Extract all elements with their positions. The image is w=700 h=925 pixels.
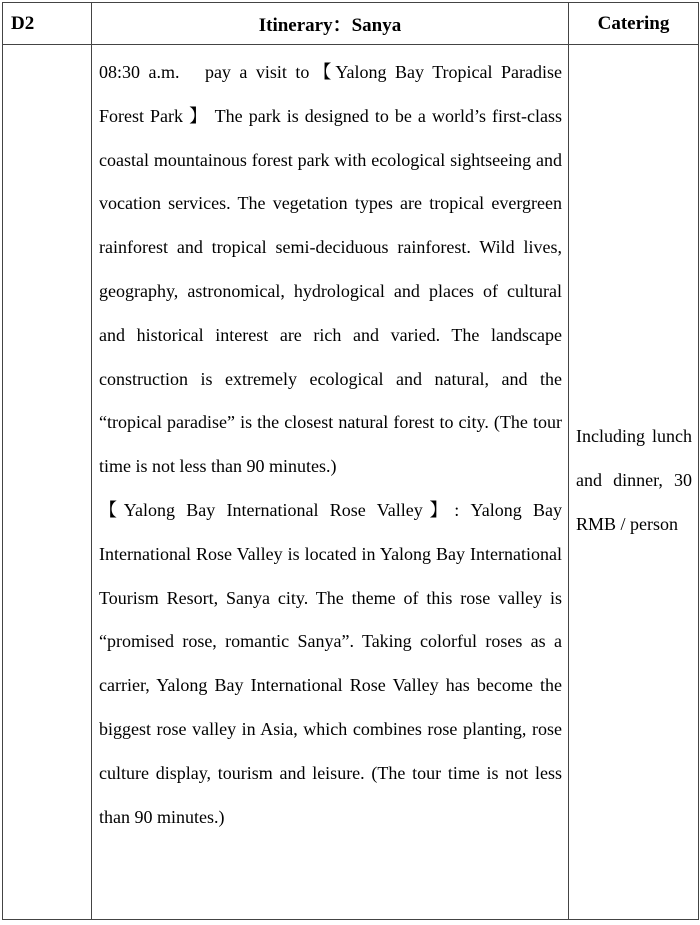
day-row xyxy=(3,45,699,920)
day-header: D2 xyxy=(3,3,92,45)
rose-valley-paragraph: 【Yalong Bay International Rose Valley】: Yalong Bay International Rose Valley is located in Yalong Bay International Tourism Resort, Sanya city. The theme of this rose valley is “promised rose, romantic Sanya”. Taking colorful roses as a carrier, Yalong Bay International Rose Valley has become the biggest rose valley in Asia, which combines rose planting, rose culture display, tourism and leisure. (The tour time is not less than 90 minutes.) xyxy=(99,499,562,827)
header-row xyxy=(3,3,699,45)
catering-cell xyxy=(569,45,699,920)
itinerary-table xyxy=(2,2,699,920)
itinerary-text xyxy=(92,45,568,839)
day-cell xyxy=(3,45,92,920)
catering-header: Catering xyxy=(569,3,699,45)
itinerary-cell xyxy=(92,45,569,920)
itinerary-header: Itinerary：Sanya xyxy=(92,3,569,45)
forest-park-paragraph: 08:30 a.m. pay a visit to【Yalong Bay Tropical Paradise Forest Park 】 The park is designed to be a world’s first-class coastal mountainous forest park with ecological sightseeing and vocation services. The vegetation types are tropical evergreen rainforest and tropical semi-deciduous rainforest. Wild lives, geography, astronomical, hydrological and places of cultural and historical interest are rich and varied. The landscape construction is extremely ecological and natural, and the “tropical paradise” is the closest natural forest to city. (The tour time is not less than 90 minutes.) xyxy=(99,62,562,477)
catering-text: Including lunch and dinner, 30 RMB / person xyxy=(576,426,692,534)
